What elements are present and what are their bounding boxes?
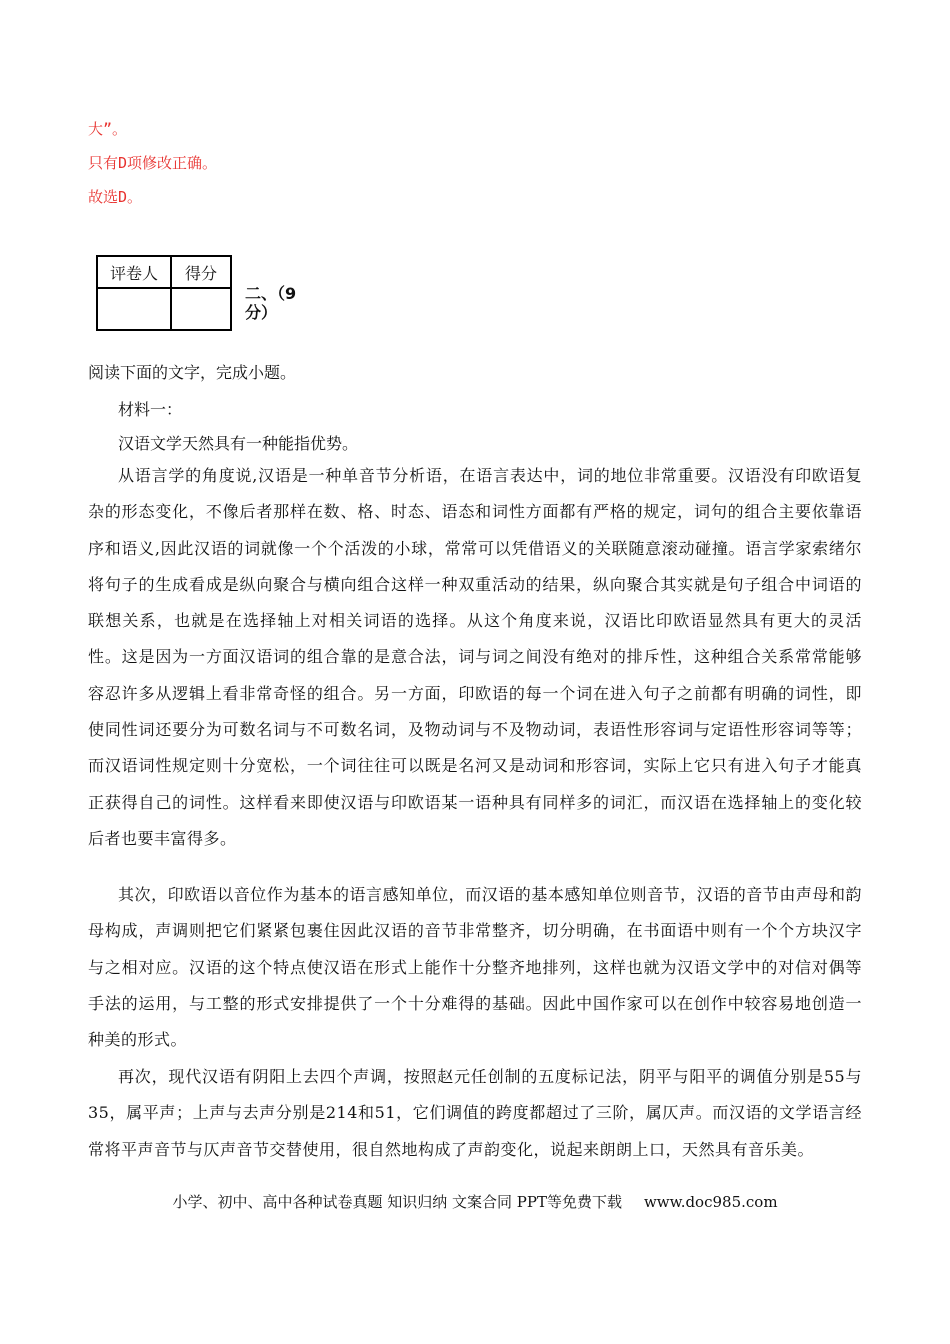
answer-line-1: 大”。 (88, 120, 128, 138)
footer-website: www.doc985.com (643, 1193, 778, 1211)
material-label: 材料一： (118, 400, 183, 419)
score-table (96, 255, 232, 331)
footer-text: 小学、初中、高中各种试卷真题 知识归纳 文案合同 PPT等免费下载 (172, 1193, 622, 1211)
paragraph-2: 其次，印欧语以音位作为基本的语言感知单位，而汉语的基本感知单位则音节，汉语的音节由声母和韵母构成，声调则把它们紧紧包裹住因此汉语的音节非常整齐，切分明确，在书面语中则有一个个方块汉字与之相对应。汉语的这个特点使汉语在形式上能作十分整齐地排列，这样也就为汉语文学中的对信对偶等手法的运用，与工整的形式安排提供了一个十分难得的基础。因此中国作家可以在创作中较容易地创造一种美的形式。 (88, 885, 862, 1050)
section-title: 二、（9分） (245, 284, 297, 322)
paragraph-1: 从语言学的角度说,汉语是一种单音节分析语，在语言表达中，词的地位非常重要。汉语没有印欧语复杂的形态变化，不像后者那样在数、格、时态、语态和词性方面都有严格的规定，词句的组合主要依靠语序和语义,因此汉语的词就像一个个活泼的小球，常常可以凭借语义的关联随意滚动碰撞。语言学家索绪尔将句子的生成看成是纵向聚合与横向组合这样一种双重活动的结果，纵向聚合其实就是句子组合中词语的联想关系，也就是在选择轴上对相关词语的选择。从这个角度来说，汉语比印欧语显然具有更大的灵活性。这是因为一方面汉语词的组合靠的是意合法，词与词之间没有绝对的排斥性，这种组合关系常常能够容忍许多从逻辑上看非常奇怪的组合。另一方面，印欧语的每一个词在进入句子之前都有明确的词性，即使同性词还要分为可数名词与不可数名词，及物动词与不及物动词，表语性形容词与定语性形容词等等；而汉语词性规定则十分宽松，一个词往往可以既是名河又是动词和形容词，实际上它只有进入句子才能真正获得自己的词性。这样看来即使汉语与印欧语某一语种具有同样多的词汇，而汉语在选择轴上的变化较后者也要丰富得多。 (88, 466, 862, 848)
grader-cell (97, 288, 171, 330)
grader-header: 评卷人 (97, 256, 171, 288)
answer-line-2: 只有D项修改正确。 (88, 154, 218, 172)
score-cell (171, 288, 231, 330)
instruction-text: 阅读下面的文字，完成小题。 (88, 363, 297, 382)
paragraph-3: 再次，现代汉语有阴阳上去四个声调，按照赵元任创制的五度标记法，阴平与阳平的调值分别是55与35，属平声；上声与去声分别是214和51，它们调值的跨度都超过了三阶，属仄声。而汉语的文学语言经常将平声音节与仄声音节交替使用，很自然地构成了声韵变化，说起来朗朗上口，天然具有音乐美。 (88, 1067, 862, 1159)
material-heading: 汉语文学天然具有一种能指优势。 (118, 434, 359, 453)
page-footer (0, 1191, 950, 1212)
score-header: 得分 (171, 256, 231, 288)
answer-line-3: 故选D。 (88, 188, 143, 206)
